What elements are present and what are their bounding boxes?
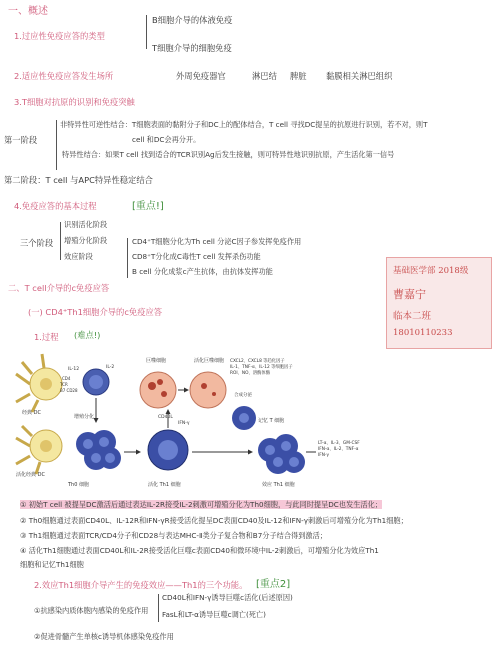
- bullet-1-text: ① 初始T cell 被提呈DC激活后通过表达IL-2R接受IL-2刺激可增殖分化为Th0细胞，与此同时提呈DC也发生活化；: [20, 500, 382, 509]
- subsection-cd4-th1: (一) CD4⁺Th1细胞介导的c免疫应答: [28, 307, 163, 317]
- effector-th1-label: 效应 Th1 细胞: [262, 482, 295, 488]
- th1-cluster-right: [258, 434, 305, 474]
- sites-heading: 2.适应性免疫应答发生场所: [14, 71, 114, 81]
- t-cell-cellular: T细胞介导的细胞免疫: [152, 43, 232, 53]
- author-stamp: [386, 257, 492, 349]
- section-two-heading: 二、T cell介导的c免疫应答: [8, 283, 110, 293]
- activated-th1-label: 活化 Th1 细胞: [148, 482, 181, 488]
- three-stages-label: 三个阶段: [20, 238, 54, 248]
- il2-top: IL-2: [106, 365, 115, 370]
- stage-recognition: 识别活化阶段: [64, 220, 108, 229]
- section-overview-heading: 一、概述: [8, 6, 48, 17]
- cytokines-text: CXCL2、CXCL8 等趋化因子 IL-1、TNF-α、IL-12 等细胞因子 ROI、NO、溶酶体酶: [230, 359, 293, 376]
- process-heading: 1.过程: [34, 332, 59, 342]
- effector-line3: B cell 分化成浆c产生抗体，由抗体发挥功能: [132, 267, 273, 276]
- th0-cell-top: [83, 369, 109, 395]
- proliferation-label: 增殖分化: [74, 414, 95, 420]
- activated-dc-bottom: [16, 426, 62, 474]
- function-1b: FasL和LT-α诱导巨噬c调亡(死亡): [162, 610, 266, 619]
- activated-dc-label: 活化经典 DC: [16, 472, 45, 478]
- nonspecific-binding-line1: 非特异性可逆性结合：T细胞表面的黏附分子和DC上的配体结合，T cell 寻找DC提呈的抗原进行识别，若不对，则T: [60, 120, 428, 129]
- nonspecific-binding-line2: cell 和DC会再分开。: [132, 135, 201, 144]
- activated-macrophage-label: 活化巨噬细胞: [194, 358, 225, 364]
- stamp-class: 临本二班: [393, 311, 432, 322]
- activated-th1: [148, 430, 188, 470]
- memory-t-label: 记忆 T 细胞: [258, 418, 285, 424]
- stage-proliferation: 增殖分化阶段: [64, 236, 108, 245]
- macrophage-label: 巨噬细胞: [146, 358, 167, 364]
- tcr-label: TCR: [60, 382, 68, 387]
- cd40l-label: CD40L: [158, 415, 173, 420]
- b7cd28-label: B7 CD28: [60, 388, 78, 393]
- cd4-label: CD4: [62, 376, 71, 381]
- b-cell-humoral: B细胞介导的体液免疫: [152, 15, 233, 25]
- stamp-dept: 基础医学部 2018级: [393, 266, 469, 276]
- secretion-label: 合成分泌: [234, 393, 252, 398]
- site-peripheral: 外周免疫器官: [176, 71, 226, 81]
- ifng-label: IFN-γ: [178, 421, 190, 426]
- stamp-name: 曹嘉宁: [393, 288, 426, 301]
- stage-effector: 效应阶段: [64, 252, 93, 261]
- effector-line1: CD4⁺T细胞分化为Th cell 分泌C因子参发挥免疫作用: [132, 237, 302, 246]
- bullet-4a: ④ 活化Th1细胞通过表面CD40L和IL-2R接受活化巨噬c表面CD40和微环境中IL-2刺激后，可增殖分化为效应Th1: [20, 546, 379, 555]
- stage-two: 第二阶段：T cell 与APC特异性稳定结合: [4, 175, 153, 185]
- recognition-heading: 3.T细胞对抗原的识别和免疫突触: [14, 97, 135, 107]
- memory-t-cell: [232, 406, 256, 430]
- key-point-mark: [重点!]: [132, 201, 164, 212]
- site-spleen: 脾脏: [290, 71, 307, 81]
- bullet-3: ③ Th1细胞通过表面TCR/CD4分子和CD28与表达MHC-Ⅱ类分子复合物和B7分子结合得到激活；: [20, 531, 327, 540]
- macrophage-activated: [190, 372, 226, 408]
- types-heading: 1.过应性免疫应答的类型: [14, 31, 105, 41]
- bullet-2: ② Th0细胞通过表面CD40L、IL-12R和IFN-γR接受活化提呈DC表面CD40及IL-12和IFN-γ刺激后可增殖分化为Th1细胞；: [20, 516, 408, 525]
- th1-effects-heading: 2.效应Th1细胞介导产生的免疫效应——Th1的三个功能。: [34, 580, 248, 590]
- macrophage-infected: [140, 372, 176, 408]
- th0-label: Th0 细胞: [68, 482, 89, 488]
- function-1: ①抗感染内质体胞内感染的免疫作用: [34, 606, 149, 615]
- dc-label: 经典 DC: [22, 410, 41, 416]
- bullet-4b: 细胞和记忆Th1细胞: [20, 560, 84, 569]
- difficult-point-mark: (难点!): [74, 330, 101, 340]
- dendritic-cell-top: [16, 354, 62, 412]
- il12-top: IL-12: [68, 367, 80, 372]
- function-2: ②促进骨髓产生单核c诱导机体感染免疫作用: [34, 632, 174, 641]
- basic-process-heading: 4.免疫应答的基本过程: [14, 201, 97, 211]
- bullet-1: [20, 500, 382, 510]
- th1-pathway-diagram: [8, 352, 492, 494]
- effector-cytokines: LT-α、IL-3、GM-CSF IFN-α、IL-2、TNF-α IFN-γ: [318, 441, 360, 458]
- effector-line2: CD8⁺T分化成C毒性T cell 发挥杀伤功能: [132, 252, 261, 261]
- function-1a: CD40L和IFN-γ诱导巨噬c活化(后述原因): [162, 593, 293, 602]
- stamp-id: 18010110233: [393, 328, 453, 338]
- stage-one-label: 第一阶段: [4, 135, 38, 145]
- specific-binding: 特异性结合：如果T cell 找到适合的TCR识别Ag后发生接触，则可特异性地识别抗原，产生活化第一信号: [62, 150, 395, 159]
- site-lymph-node: 淋巴结: [252, 71, 277, 81]
- key-point-2-mark: [重点2]: [256, 579, 291, 590]
- th1-cluster-left: [76, 430, 121, 470]
- site-malt: 黏膜相关淋巴组织: [326, 71, 393, 81]
